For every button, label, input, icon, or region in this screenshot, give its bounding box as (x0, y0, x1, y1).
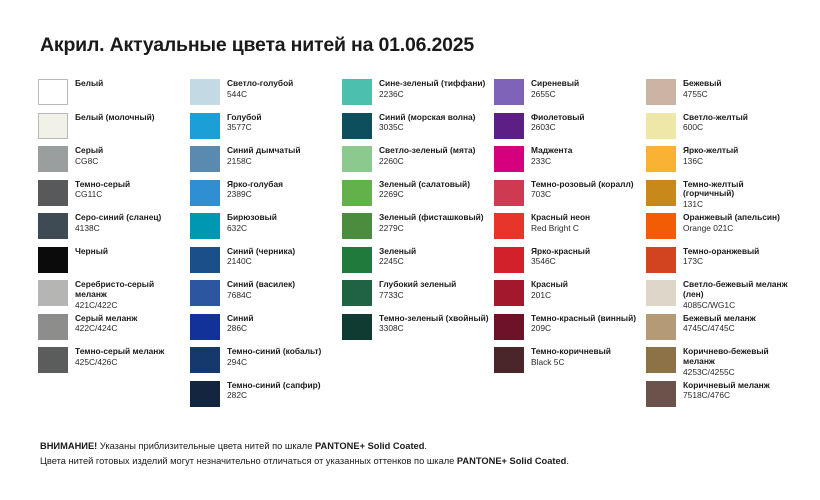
color-chip (342, 213, 372, 239)
swatch-item[interactable] (342, 180, 490, 214)
swatch-name: Коричневый меланж (683, 379, 770, 390)
swatch-item[interactable] (38, 347, 186, 381)
swatch-name: Оранжевый (апельсин) (683, 212, 780, 222)
swatch-code: 2389C (227, 189, 252, 200)
swatch-labels (531, 79, 579, 100)
swatch-name: Синий (морская волна) (379, 111, 476, 122)
note-2-end: . (566, 455, 569, 466)
swatch-item[interactable] (190, 79, 338, 113)
swatch-labels (379, 280, 456, 301)
swatch-code: 233C (531, 155, 552, 166)
swatch-code: 136C (683, 155, 704, 166)
swatch-name: Серебристо-серый меланж (75, 279, 155, 299)
swatch-name: Бежевый (683, 78, 722, 88)
warning-label: ВНИМАНИЕ! (40, 441, 98, 452)
color-chip (38, 280, 68, 306)
swatch-item[interactable] (646, 347, 794, 381)
color-chip (646, 213, 676, 239)
swatch-item[interactable] (646, 213, 794, 247)
swatch-code: 7518C/476C (683, 390, 731, 401)
swatch-code: 3035C (379, 122, 404, 133)
swatch-item[interactable] (494, 347, 642, 381)
swatch-name: Светло-бежевый меланж (лен) (683, 279, 788, 299)
swatch-item[interactable] (342, 113, 490, 147)
swatch-labels (531, 213, 590, 234)
swatch-labels (227, 347, 321, 368)
swatch-item[interactable] (38, 213, 186, 247)
swatch-labels (379, 314, 489, 335)
color-chip (38, 113, 68, 139)
swatch-code: 282C (227, 390, 248, 401)
swatch-labels (683, 247, 759, 268)
color-chip (494, 113, 524, 139)
swatch-labels (683, 180, 794, 210)
swatch-code: 209C (531, 323, 552, 334)
note-2-text: Цвета нитей готовых изделий могут незначительно отличаться от указанных оттенков по шкале (40, 455, 457, 466)
swatch-code: Orange 021C (683, 222, 734, 233)
swatch-labels (75, 213, 161, 234)
swatch-labels (227, 213, 277, 234)
swatch-name: Темно-серый меланж (75, 346, 165, 356)
footer-notes (40, 439, 780, 468)
color-chip (342, 247, 372, 273)
swatch-labels (227, 314, 254, 335)
note-line-1 (40, 439, 780, 453)
swatch-item[interactable] (646, 381, 794, 415)
swatch-name: Глубокий зеленый (379, 279, 457, 289)
swatch-name: Синий дымчатый (227, 145, 301, 155)
swatch-labels (75, 113, 155, 124)
color-chip (38, 314, 68, 340)
swatch-code: 4138C (75, 222, 100, 233)
swatch-item[interactable] (342, 314, 490, 348)
swatch-name: Темно-розовый (коралл) (531, 178, 634, 189)
swatch-code: CG11C (75, 189, 103, 200)
color-chip (190, 381, 220, 407)
swatch-code: 2655C (531, 88, 556, 99)
swatch-name: Серо-синий (сланец) (75, 212, 162, 222)
swatch-item[interactable] (38, 314, 186, 348)
color-chip (646, 280, 676, 306)
color-chip (190, 314, 220, 340)
swatch-labels (531, 347, 611, 368)
color-chip (646, 180, 676, 206)
swatch-name: Белый (молочный) (75, 111, 155, 122)
color-chip (38, 79, 68, 105)
swatch-labels (227, 247, 295, 268)
swatch-code: 2279C (379, 222, 404, 233)
color-chip (190, 213, 220, 239)
swatch-labels (531, 180, 634, 201)
swatch-labels (379, 113, 475, 134)
swatch-code: 422C/424C (75, 323, 118, 334)
swatch-name: Темно-зеленый (хвойный) (379, 312, 489, 323)
swatch-code: 632C (227, 222, 248, 233)
swatch-labels (683, 79, 722, 100)
note-1-end: . (424, 441, 427, 452)
swatch-code: 2140C (227, 256, 252, 267)
swatch-name: Темно-желтый (горчичный) (683, 178, 744, 199)
swatch-name: Темно-синий (кобальт) (227, 346, 322, 356)
swatch-code: CG8C (75, 155, 99, 166)
swatch-item[interactable] (342, 280, 490, 314)
swatch-item[interactable] (190, 247, 338, 281)
swatch-item[interactable] (190, 381, 338, 415)
swatch-name: Серый меланж (75, 312, 138, 323)
swatch-code: 131C (683, 199, 704, 209)
swatch-item[interactable] (646, 146, 794, 180)
color-chip (494, 314, 524, 340)
swatch-name: Зеленый (салатовый) (379, 178, 470, 189)
swatch-item[interactable] (494, 314, 642, 348)
swatch-column-5 (646, 79, 794, 414)
swatch-name: Зеленый (379, 245, 417, 256)
swatch-code: 703C (531, 189, 552, 200)
swatch-labels (531, 146, 572, 167)
swatch-name: Темно-серый (75, 178, 131, 189)
swatch-item[interactable] (494, 180, 642, 214)
swatch-name: Красный неон (531, 212, 591, 222)
swatch-name: Маджента (531, 145, 573, 155)
swatch-code: 7733C (379, 289, 404, 300)
swatch-code: 2269C (379, 189, 404, 200)
swatch-code: 3308C (379, 323, 404, 334)
swatch-name: Серый (75, 145, 104, 155)
swatch-item[interactable] (342, 146, 490, 180)
color-chip (190, 79, 220, 105)
swatch-labels (75, 247, 108, 258)
swatch-labels (75, 146, 103, 167)
swatch-code: 421C/422C (75, 299, 118, 310)
color-chip (494, 79, 524, 105)
color-chip (190, 146, 220, 172)
swatch-labels (683, 280, 794, 310)
swatch-item[interactable] (38, 146, 186, 180)
swatch-labels (227, 79, 293, 100)
swatch-labels (531, 247, 590, 268)
color-chip (494, 146, 524, 172)
swatch-name: Белый (75, 78, 104, 88)
swatch-code: 4253C/4255C (683, 366, 735, 377)
swatch-labels (227, 280, 295, 301)
swatch-name: Красный (531, 279, 568, 289)
swatch-labels (227, 146, 300, 167)
swatch-code: Black 5C (531, 356, 565, 367)
swatch-labels (683, 213, 780, 234)
swatch-code: 544C (227, 88, 248, 99)
color-chip (190, 280, 220, 306)
swatch-labels (75, 314, 137, 335)
swatch-name: Светло-голубой (227, 78, 294, 88)
swatch-code: 7684C (227, 289, 252, 300)
swatch-labels (75, 280, 186, 310)
swatch-labels (683, 314, 756, 335)
swatch-labels (531, 314, 636, 335)
color-chip (342, 180, 372, 206)
swatch-code: 600C (683, 122, 704, 133)
swatch-item[interactable] (646, 113, 794, 147)
swatch-name: Фиолетовый (531, 111, 585, 122)
swatch-labels (531, 113, 585, 134)
color-chip (342, 79, 372, 105)
swatch-item[interactable] (190, 347, 338, 381)
swatch-code: 2603C (531, 122, 556, 133)
swatch-code: 4745C/4745C (683, 323, 735, 334)
swatch-labels (683, 347, 794, 377)
swatch-labels (531, 280, 568, 301)
swatch-item[interactable] (38, 113, 186, 147)
swatch-name: Черный (75, 245, 109, 256)
swatch-name: Темно-красный (винный) (531, 312, 637, 323)
swatch-code: 425C/426C (75, 356, 118, 367)
swatch-code: Red Bright C (531, 222, 579, 233)
note-1-text: Указаны приблизительные цвета нитей по шкале (97, 441, 315, 452)
color-chip (190, 113, 220, 139)
color-chip (342, 280, 372, 306)
swatch-item[interactable] (646, 247, 794, 281)
swatch-item[interactable] (646, 79, 794, 113)
swatch-name: Темно-синий (сапфир) (227, 379, 321, 390)
swatch-item[interactable] (342, 213, 490, 247)
color-chip (646, 247, 676, 273)
swatch-name: Зеленый (фисташковый) (379, 212, 484, 222)
swatch-labels (683, 146, 738, 167)
color-chip (190, 180, 220, 206)
color-chip (646, 79, 676, 105)
swatch-item[interactable] (646, 314, 794, 348)
pantone-scale-name-2: PANTONE+ Solid Coated (456, 455, 567, 466)
swatch-columns (38, 78, 788, 414)
swatch-labels (75, 180, 130, 201)
swatch-name: Темно-коричневый (531, 346, 611, 356)
swatch-item[interactable] (646, 280, 794, 314)
swatch-code: 201C (531, 289, 552, 300)
swatch-item[interactable] (190, 146, 338, 180)
swatch-labels (379, 247, 416, 268)
swatch-code: 286C (227, 323, 248, 334)
color-chip (646, 347, 676, 373)
color-chip (38, 247, 68, 273)
swatch-name: Ярко-голубая (227, 178, 283, 189)
color-chip (342, 113, 372, 139)
swatch-column-4 (494, 79, 642, 381)
swatch-column-1 (38, 79, 186, 381)
swatch-name: Коричнево-бежевый меланж (683, 346, 769, 366)
swatch-name: Светло-желтый (683, 111, 748, 122)
swatch-code: 4085C/WG1C (683, 299, 736, 310)
color-chip (646, 146, 676, 172)
swatch-item[interactable] (190, 280, 338, 314)
swatch-item[interactable] (38, 280, 186, 314)
swatch-item[interactable] (494, 79, 642, 113)
swatch-code: 294C (227, 356, 248, 367)
swatch-item[interactable] (38, 247, 186, 281)
swatch-item[interactable] (190, 113, 338, 147)
swatch-labels (379, 146, 475, 167)
swatch-column-2 (190, 79, 338, 414)
color-chip (38, 213, 68, 239)
swatch-labels (227, 381, 321, 402)
color-chip (494, 213, 524, 239)
swatch-labels (379, 180, 470, 201)
swatch-item[interactable] (494, 280, 642, 314)
color-chip (190, 347, 220, 373)
swatch-name: Ярко-красный (531, 245, 591, 256)
color-chip (494, 347, 524, 373)
swatch-labels (75, 347, 164, 368)
swatch-item[interactable] (190, 314, 338, 348)
swatch-name: Синий (черника) (227, 245, 296, 256)
swatch-name: Светло-зеленый (мята) (379, 145, 476, 155)
color-chip (646, 113, 676, 139)
swatch-name: Голубой (227, 111, 262, 122)
swatch-labels (683, 381, 770, 402)
page-title: Акрил. Актуальные цвета нитей на 01.06.2025 (40, 34, 475, 56)
swatch-code: 173C (683, 256, 704, 267)
swatch-item[interactable] (342, 79, 490, 113)
swatch-labels (75, 79, 103, 90)
color-chip (494, 280, 524, 306)
color-chip (38, 146, 68, 172)
swatch-code: 4755C (683, 88, 708, 99)
swatch-labels (379, 79, 485, 100)
swatch-column-3 (342, 79, 490, 347)
color-chip (190, 247, 220, 273)
color-chip (342, 146, 372, 172)
swatch-item[interactable] (646, 180, 794, 214)
swatch-labels (683, 113, 748, 134)
swatch-code: 2236C (379, 88, 404, 99)
swatch-name: Бирюзовый (227, 212, 277, 222)
swatch-name: Синий (227, 312, 254, 323)
swatch-name: Ярко-желтый (683, 145, 739, 155)
swatch-item[interactable] (494, 113, 642, 147)
color-chip (38, 347, 68, 373)
swatch-name: Сиреневый (531, 78, 580, 88)
swatch-item[interactable] (494, 146, 642, 180)
note-line-2 (40, 454, 780, 468)
color-chip (342, 314, 372, 340)
color-chip (494, 247, 524, 273)
swatch-item[interactable] (38, 180, 186, 214)
swatch-item[interactable] (342, 247, 490, 281)
swatch-code: 3546C (531, 256, 556, 267)
swatch-item[interactable] (190, 180, 338, 214)
swatch-code: 2245C (379, 256, 404, 267)
swatch-labels (379, 213, 484, 234)
swatch-labels (227, 180, 283, 201)
swatch-code: 2158C (227, 155, 252, 166)
swatch-item[interactable] (494, 213, 642, 247)
swatch-name: Сине-зеленый (тиффани) (379, 78, 486, 88)
color-chip (494, 180, 524, 206)
swatch-name: Синий (василек) (227, 279, 296, 289)
swatch-code: 3577C (227, 122, 252, 133)
color-chip (646, 314, 676, 340)
swatch-labels (227, 113, 262, 134)
swatch-name: Бежевый меланж (683, 312, 756, 323)
swatch-item[interactable] (494, 247, 642, 281)
color-chip (38, 180, 68, 206)
color-chip (646, 381, 676, 407)
swatch-item[interactable] (190, 213, 338, 247)
pantone-scale-name: PANTONE+ Solid Coated (314, 441, 425, 452)
swatch-code: 2260C (379, 155, 404, 166)
swatch-item[interactable] (38, 79, 186, 113)
swatch-name: Темно-оранжевый (683, 245, 760, 256)
